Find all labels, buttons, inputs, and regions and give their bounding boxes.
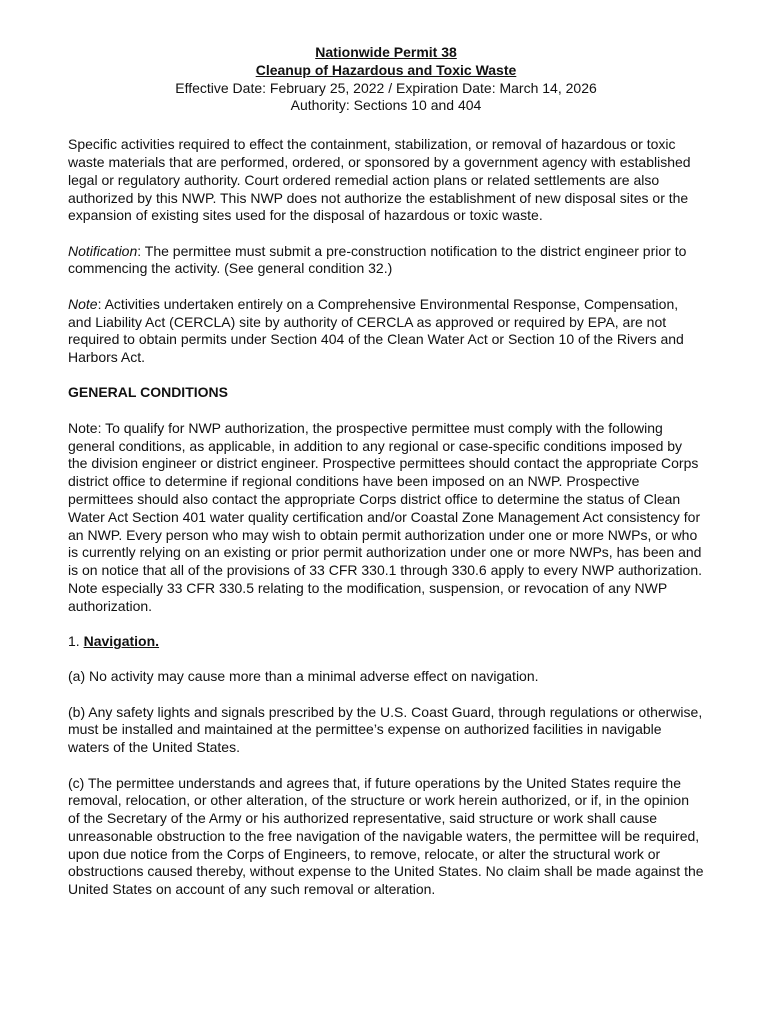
permit-authority: Authority: Sections 10 and 404 bbox=[290, 97, 482, 114]
permit-title: Nationwide Permit 38 bbox=[315, 44, 457, 60]
intro-paragraph: Specific activities required to effect the containment, stabilization, or removal of hazardous or toxic waste materials that are performed, ordered, or sponsored by a government agency with established legal or regulatory authority. Court ordered remedial action plans or related settlements are also authorized by this NWP. This NWP does not authorize the establishment of new disposal sites or the expansion of existing sites used for the disposal of hazardous or toxic waste. bbox=[68, 136, 691, 224]
condition-1-c: (c) The permittee understands and agrees that, if future operations by the United States require the removal, relocation, or other alteration, of the structure or work herein authorized, or if, in the opinion of the Secretary of the Army or his authorized representative, said structure or work shall cause unreasonable obstruction to the free navigation of the navigable waters, the permittee will be required, upon due notice from the Corps of Engineers, to remove, relocate, or alter the structural work or obstructions caused thereby, without expense to the United States. No claim shall be made against the United States on account of any such removal or alteration. bbox=[68, 774, 704, 898]
general-conditions-note: Note: To qualify for NWP authorization, the prospective permittee must comply with the following general conditions, as applicable, in addition to any regional or case-specific conditions imposed by the division engineer or district engineer. Prospective permittees should contact the appropriate Corps district office to determine if regional conditions have been imposed on an NWP. Prospective permittees should also contact the appropriate Corps district office to determine the status of Clean Water Act Section 401 water quality certification and/or Coastal Zone Management Act consistency for an NWP. Every person who may wish to obtain permit authorization under one or more NWPs, or who is currently relying on an existing or prior permit authorization under one or more NWPs, has been and is on notice that all of the provisions of 33 CFR 330.1 through 330.6 apply to every NWP authorization. Note especially 33 CFR 330.5 relating to the modification, suspension, or revocation of any NWP authorization. bbox=[68, 419, 702, 614]
note-label: Note bbox=[68, 295, 98, 312]
condition-1-a: (a) No activity may cause more than a minimal adverse effect on navigation. bbox=[68, 668, 539, 685]
notification-label: Notification bbox=[68, 242, 138, 259]
general-conditions-heading: GENERAL CONDITIONS bbox=[68, 384, 228, 401]
notification-paragraph bbox=[68, 243, 704, 279]
document-page bbox=[68, 44, 704, 917]
note-text: : Activities undertaken entirely on a Comprehensive Environmental Response, Compensation, and Liability Act (CERCLA) site by authority of CERCLA as approved or required by EPA, are not required to obtain permits under Section 404 of the Clean Water Act or Section 10 of the Rivers and Harbors Act. bbox=[68, 295, 684, 366]
condition-1-b: (b) Any safety lights and signals prescribed by the U.S. Coast Guard, through regulations or otherwise, must be installed and maintained at the permittee’s expense on authorized facilities in navigable waters of the United States. bbox=[68, 703, 703, 756]
permit-dates: Effective Date: February 25, 2022 / Expiration Date: March 14, 2026 bbox=[175, 79, 597, 96]
condition-1-heading bbox=[68, 633, 704, 651]
document-header bbox=[68, 44, 704, 115]
note-paragraph bbox=[68, 296, 704, 367]
condition-1-number: 1. bbox=[68, 633, 84, 650]
condition-1-title: Navigation. bbox=[83, 633, 160, 650]
permit-subtitle: Cleanup of Hazardous and Toxic Waste bbox=[255, 61, 517, 78]
notification-text: : The permittee must submit a pre-construction notification to the district engineer prior to commencing the activity. (See general condition 32.) bbox=[68, 242, 687, 277]
